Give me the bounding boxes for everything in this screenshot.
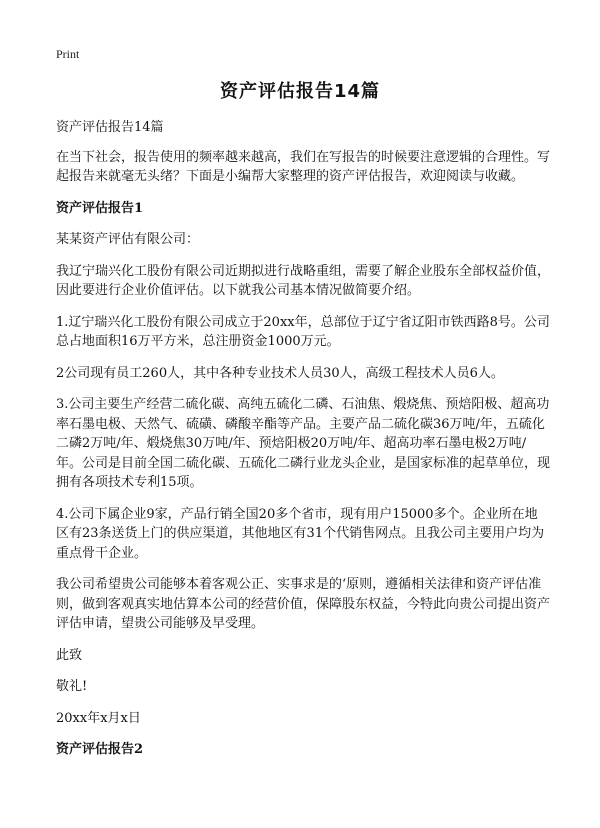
article-subtitle: 资产评估报告14篇: [56, 120, 164, 135]
section-heading-2: 资产评估报告2: [56, 742, 144, 757]
letter-date: 20xx年x月x日: [56, 710, 141, 726]
body-paragraph: 3.公司主要生产经营二硫化碳、高纯五硫化二磷、石油焦、煅烧焦、预焙阳极、超高功率石墨电极、天然气、硫磺、磷酸辛酯等产品。主要产品二硫化碳36万吨/年，五硫化二磷2万吨/年、煅烧焦30万吨/年、预焙阳极20万吨/年、超高功率石墨电极2万吨/年。公司是目前全国二硫化碳、五硫化二磷行业龙头企业，是国家标准的起草单位，现拥有各项技术专利15项。: [56, 397, 551, 490]
page-title: 资产评估报告14篇: [219, 81, 381, 102]
body-paragraph: 4.公司下属企业9家，产品行销全国20多个省市，现有用户15000多个。企业所在地区有23条送货上门的供应渠道，其他地区有31个代销售网点。且我公司主要用户均为重点骨干企业。: [56, 506, 545, 561]
body-paragraph: 我辽宁瑞兴化工股份有限公司近期拟进行战略重组，需要了解企业股东全部权益价值，因此要进行企业价值评估。以下就我公司基本情况做简要介绍。: [56, 263, 551, 298]
body-paragraph: 1.辽宁瑞兴化工股份有限公司成立于20xx年，总部位于辽宁省辽阳市铁西路8号。公司总占地面积16万平方米，总注册资金1000万元。: [56, 314, 550, 349]
closing-line: 此致: [56, 647, 83, 663]
salutation: 某某资产评估有限公司：: [56, 232, 200, 247]
body-paragraph: 2公司现有员工260人，其中各种专业技术人员30人，高级工程技术人员6人。: [56, 365, 504, 381]
print-link[interactable]: Print: [56, 47, 80, 61]
intro-paragraph: 在当下社会，报告使用的频率越来越高，我们在写报告的时候要注意逻辑的合理性。写起报告来就毫无头绪？下面是小编帮大家整理的资产评估报告，欢迎阅读与收藏。: [56, 149, 551, 184]
closing-regards: 敬礼!: [56, 679, 88, 694]
article-body: [56, 118, 550, 772]
section-heading-1: 资产评估报告1: [56, 200, 144, 216]
body-paragraph: 我公司希望贵公司能够本着客观公正、实事求是的‘原则，遵循相关法律和资产评估准则，做到客观真实地估算本公司的经营价值，保障股东权益，今特此向贵公司提出资产评估申请，望贵公司能够及早受理。: [56, 577, 551, 631]
